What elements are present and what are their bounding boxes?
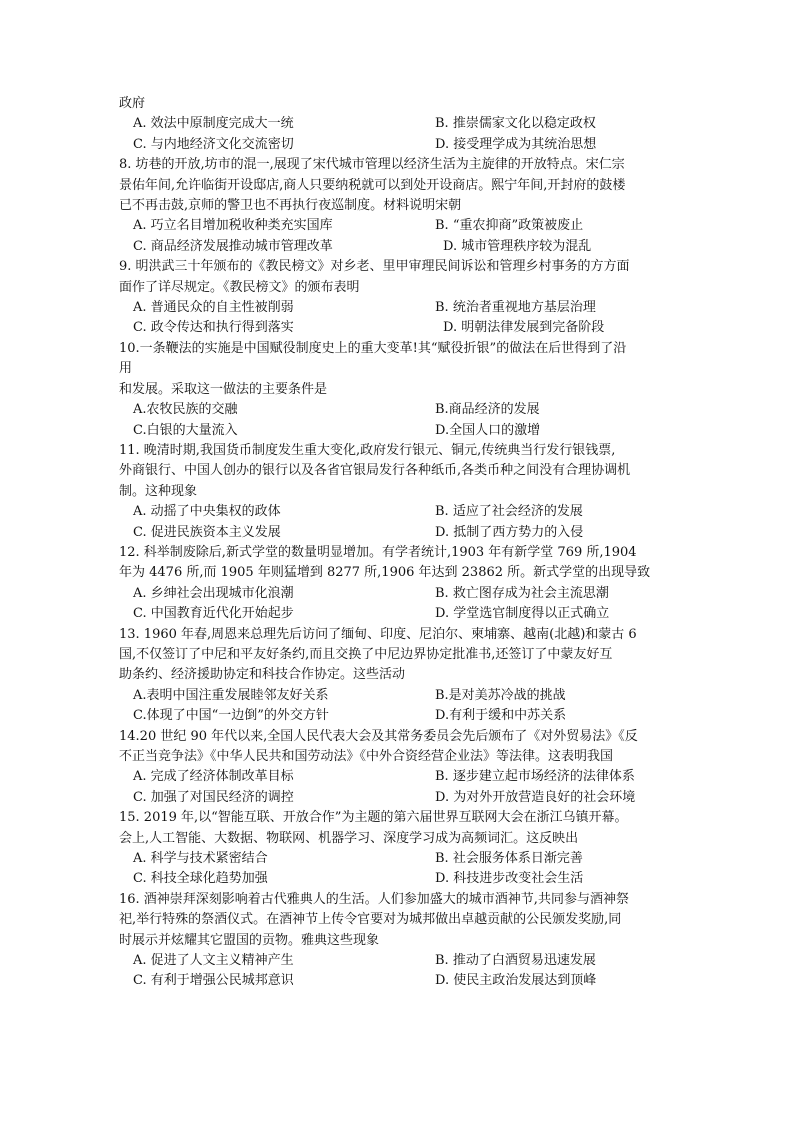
question-12 [119, 543, 679, 625]
option-row [119, 237, 679, 257]
question-stem-line: 11. 晚清时期,我国货币制度发生重大变化,政府发行银元、铜元,传统典当行发行银钱票, [119, 442, 616, 458]
option-b: B. 统治者重视地方基层治理 [435, 300, 596, 316]
option-c: C. 商品经济发展推动城市管理改革 [133, 238, 333, 254]
question-9 [119, 257, 679, 339]
question-stem-line: 年为 4476 所,而 1905 年则猛增到 8277 所,1906 年达到 23862 所。新式学堂的出现导致 [119, 565, 651, 581]
question-stem-line: 8. 坊巷的开放,坊市的混一,展现了宋代城市管理以经济生活为主旋律的开放特点。宋仁宗 [119, 157, 625, 173]
option-a: A. 普通民众的自主性被削弱 [133, 300, 294, 316]
option-d: D. 城市管理秩序较为混乱 [443, 238, 592, 254]
question-stem-line: 制。这种现象 [119, 483, 198, 499]
question-15 [119, 808, 679, 890]
question-16 [119, 890, 679, 992]
option-row [119, 869, 679, 889]
question-stem-line: 15. 2019 年,以“智能互联、开放合作”为主题的第六届世界互联网大会在浙江乌镇开幕。 [119, 810, 628, 826]
option-row [119, 114, 679, 134]
option-a: A. 巧立名目增加税收种类充实国库 [133, 218, 333, 234]
option-b: B. 逐步建立起市场经济的法律体系 [435, 769, 635, 785]
option-row [119, 604, 679, 624]
option-d: D. 抵制了西方势力的入侵 [435, 524, 584, 540]
option-a: A. 动摇了中央集权的政体 [133, 504, 281, 520]
question-10 [119, 339, 679, 441]
question-stem-line: 用 [119, 361, 133, 377]
option-row [119, 788, 679, 808]
option-c: C.白银的大量流入 [133, 422, 238, 438]
option-d: D. 科技进步改变社会生活 [435, 871, 584, 887]
question-stem-line: 景佑年间,允许临街开设邸店,商人只要纳税就可以到处开设商店。熙宁年间,开封府的鼓楼 [119, 177, 626, 193]
option-d: D.全国人口的激增 [435, 422, 541, 438]
question-stem-line: 会上,人工智能、大数据、物联网、机器学习、深度学习成为高频词汇。这反映出 [119, 830, 579, 846]
question-stem-line: 12. 科举制废除后,新式学堂的数量明显增加。有学者统计,1903 年有新学堂 769 所,1904 [119, 544, 637, 560]
option-c: C. 与内地经济文化交流密切 [133, 136, 294, 152]
option-row [119, 706, 679, 726]
option-row [119, 951, 679, 971]
question-stem-line: 助条约、经济援助协定和科技合作协定。这些活动 [119, 667, 406, 683]
question-stem-line: 14.20 世纪 90 年代以来,全国人民代表大会及其常务委员会先后颁布了《对外贸易法》《反 [119, 728, 638, 744]
option-c: C. 中国教育近代化开始起步 [133, 606, 294, 622]
option-b: B. 救亡图存成为社会主流思潮 [435, 585, 609, 601]
question-stem-line: 已不再击鼓,京师的警卫也不再执行夜巡制度。材料说明宋朝 [119, 198, 462, 214]
question-stem-line: 时展示并炫耀其它盟国的贡物。雅典这些现象 [119, 932, 380, 948]
option-d: D.有利于缓和中苏关系 [435, 708, 567, 724]
question-stem-line: 不正当竞争法》《中华人民共和国劳动法》《中外合资经营企业法》等法律。这表明我国 [119, 749, 614, 764]
option-c: C. 科技全球化趋势加强 [133, 871, 268, 887]
option-row [119, 298, 679, 318]
option-b: B. 适应了社会经济的发展 [435, 504, 583, 520]
question-stem-line: 国,不仅签订了中尼和平友好条约,而且交换了中尼边界协定批准书,还签订了中蒙友好互 [119, 646, 613, 662]
option-d: D. 接受理学成为其统治思想 [435, 136, 597, 152]
option-b: B. 推崇儒家文化以稳定政权 [435, 116, 596, 132]
question-stem-line: 9. 明洪武三十年颁布的《教民榜文》对乡老、里甲审理民间诉讼和管理乡村事务的方方面 [119, 259, 630, 275]
question-stem-line: 外商银行、中国人创办的银行以及各省官银局发行各种纸币,各类币种之间没有合理协调机 [119, 463, 631, 479]
question-stem-line: 面作了详尽规定。《教民榜文》的颁布表明 [119, 279, 360, 295]
option-d: D. 学堂选官制度得以正式确立 [435, 606, 610, 622]
option-d: D. 为对外开放营造良好的社会环境 [435, 789, 636, 805]
question-stem-line: 10.一条鞭法的实施是中国赋役制度史上的重大变革!其“赋役折银”的做法在后世得到了沿 [119, 340, 627, 356]
option-a: A. 科学与技术紧密结合 [133, 851, 268, 867]
option-row [119, 318, 679, 338]
option-row [119, 421, 679, 441]
option-row [119, 971, 679, 991]
option-row [119, 523, 679, 543]
option-d: D. 明朝法律发展到完备阶段 [443, 320, 605, 336]
question-stem-line: 和发展。采取这一做法的主要条件是 [119, 381, 328, 397]
question-11 [119, 441, 679, 543]
question-stem-line: 祀,举行特殊的祭酒仪式。在酒神节上传令官要对为城邦做出卓越贡献的公民颁发奖励,同 [119, 912, 622, 928]
question-stem-line: 13. 1960 年春,周恩来总理先后访问了缅甸、印度、尼泊尔、柬埔寨、越南(北越)和蒙古 6 [119, 626, 637, 642]
option-a: A. 效法中原制度完成大一统 [133, 116, 294, 132]
option-row [119, 686, 679, 706]
question-stem-line: 16. 酒神崇拜深刻影响着古代雅典人的生活。人们参加盛大的城市酒神节,共同参与酒神祭 [119, 891, 629, 907]
option-d: D. 使民主政治发展达到顶峰 [435, 973, 597, 989]
option-a: A. 促进了人文主义精神产生 [133, 953, 294, 969]
option-b: B.是对美苏冷战的挑战 [435, 687, 566, 703]
option-a: A.农牧民族的交融 [133, 402, 238, 418]
option-row [119, 400, 679, 420]
question-8 [119, 155, 679, 257]
question-14 [119, 727, 679, 809]
option-c: C. 有利于增强公民城邦意识 [133, 973, 294, 989]
option-a: A. 完成了经济体制改革目标 [133, 769, 294, 785]
option-b: B. 推动了白酒贸易迅速发展 [435, 953, 596, 969]
option-row [119, 767, 679, 787]
question-list [119, 94, 679, 992]
option-row [119, 849, 679, 869]
option-c: C. 促进民族资本主义发展 [133, 524, 281, 540]
option-b: B. 社会服务体系日渐完善 [435, 851, 583, 867]
option-row [119, 135, 679, 155]
option-a: A.表明中国注重发展睦邻友好关系 [133, 687, 329, 703]
option-row [119, 584, 679, 604]
question-13 [119, 625, 679, 727]
question-block-intro [119, 94, 679, 155]
option-c: C. 加强了对国民经济的调控 [133, 789, 294, 805]
option-a: A. 乡绅社会出现城市化浪潮 [133, 585, 294, 601]
question-stem-line: 政府 [119, 96, 146, 111]
option-c: C. 政令传达和执行得到落实 [133, 320, 294, 336]
option-row [119, 216, 679, 236]
option-row [119, 502, 679, 522]
option-b: B. “重农抑商”政策被废止 [435, 218, 584, 234]
option-b: B.商品经济的发展 [435, 402, 540, 418]
option-c: C.体现了中国“一边倒”的外交方针 [133, 708, 329, 724]
